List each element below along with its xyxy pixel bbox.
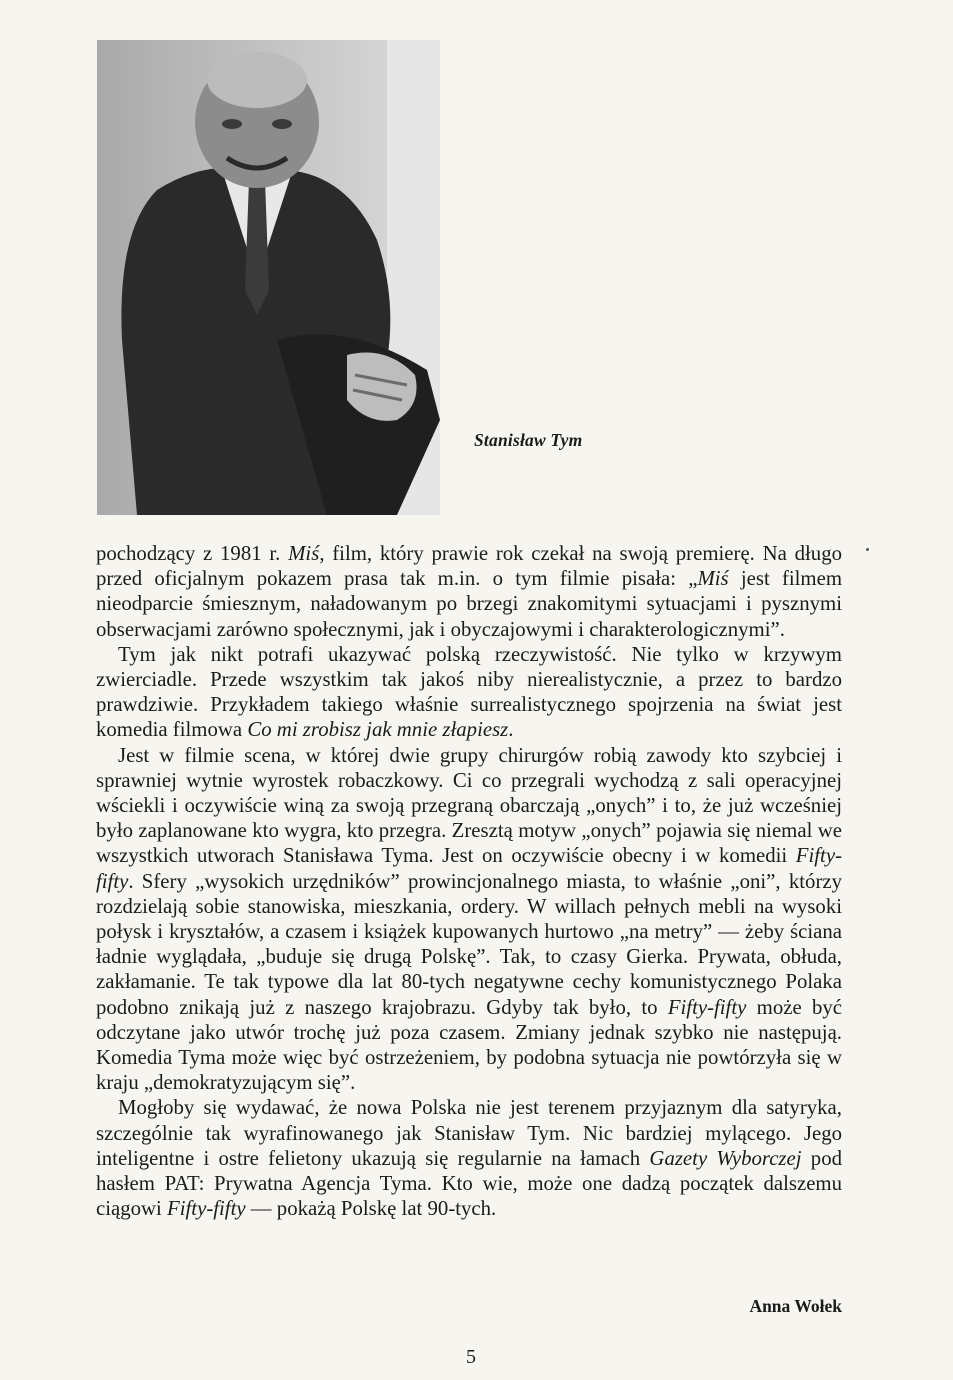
- italic-title: Fifty-fifty: [96, 844, 842, 893]
- italic-title: Fifty-fifty: [667, 995, 747, 1019]
- photo-caption: Stanisław Tym: [474, 430, 583, 450]
- page-number: 5: [466, 1346, 476, 1368]
- text-run: jest filmem nieodparcie śmiesznym, naładowanym po brzegi znakomitymi sytuacjami i pysznymi obserwacjami zarówno społecznymi, jak i obyczajowymi i charakterologicznymi”.: [96, 567, 843, 641]
- text-run: może być odczytane jako utwór trochę już poza czasem. Zmiany jednak szybko nie następują. Komedia Tyma może więc być ostrzeżeniem, by podobna sytuacja nie powtórzyła się w kraju „demokratyzującym się”.: [96, 995, 842, 1095]
- author-signature: Anna Wołek: [749, 1296, 842, 1316]
- text-run: pochodzący z 1981 r.: [96, 542, 289, 565]
- article-paragraph: [96, 642, 842, 743]
- text-run: pod hasłem PAT: Prywatna Agencja Tyma. Kto wie, może one dadzą początek dalszemu ciągowi: [96, 1146, 843, 1221]
- text-run: .: [508, 718, 514, 742]
- text-run: Tym jak nikt potrafi ukazywać polską rzeczywistość. Nie tylko w krzywym zwierciadle. Przede wszystkim tak jakoś niby nierealistycznie, a przez to bardzo prawdziwie. Przykładem takiego właśnie surrealistycznego spojrzenia na świat jest komedia filmowa: [96, 642, 842, 742]
- italic-title: Miś: [288, 542, 320, 565]
- text-run: . Sfery „wysokich urzędników” prowincjonalnego miasta, to właśnie „oni”, którzy rozdzielają sobie stanowiska, mieszkania, ordery. W willach pełnych mebli na wysoki połysk i kryształów, a czasem i książek kupowanych hurtowo „na metry” — żeby ściana ładnie wyglądała, „buduje się drugą Polskę”. Tak, to czasy Gierka. Prywata, obłuda, zakłamanie. Te tak typowe dla lat 80-tych negatywne cechy komunistycznego Polaka podobno znikają już z naszego krajobrazu. Gdyby tak było, to: [96, 869, 842, 1019]
- portrait-illustration: [97, 40, 440, 515]
- text-run: Mogłoby się wydawać, że nowa Polska nie jest terenem przyjaznym dla satyryka, szczególnie tak wyrafinowanego jak Stanisław Tym. Nic bardziej mylącego. Jego inteligentne i ostre felietony ukazują się regularnie na łamach: [96, 1096, 842, 1170]
- italic-title: Co mi zrobisz jak mnie złapiesz: [247, 718, 509, 742]
- text-run: , film, który prawie rok czekał na swoją premierę. Na długo przed oficjalnym pokazem prasa tak m.in. o tym filmie pisała: „: [96, 542, 842, 591]
- italic-title: Gazety Wyborczej: [649, 1146, 802, 1170]
- portrait-photo: [97, 40, 440, 515]
- italic-title: Miś: [697, 567, 729, 591]
- text-run: Jest w filmie scena, w której dwie grupy chirurgów robią zawody kto szybciej i sprawniej wytnie wyrostek robaczkowy. Ci co przegrali wychodzą z sali operacyjnej wściekli i oczywiście winą za swoją przegraną obarczają „onych” i to, że już wcześniej było zaplanowane kto wygra, kto przegra. Zresztą motyw „onych” pojawia się niemal we wszystkich utworach Stanisława Tyma. Jest on oczywiście obecny i w komedii: [96, 743, 842, 868]
- article-body: [96, 541, 842, 1221]
- article-paragraph: [96, 1095, 842, 1221]
- text-run: — pokażą Polskę lat 90-tych.: [245, 1197, 497, 1221]
- print-speck: [866, 548, 869, 551]
- italic-title: Fifty-fifty: [167, 1197, 246, 1221]
- article-paragraph: [96, 743, 842, 1096]
- article-paragraph: [96, 541, 842, 642]
